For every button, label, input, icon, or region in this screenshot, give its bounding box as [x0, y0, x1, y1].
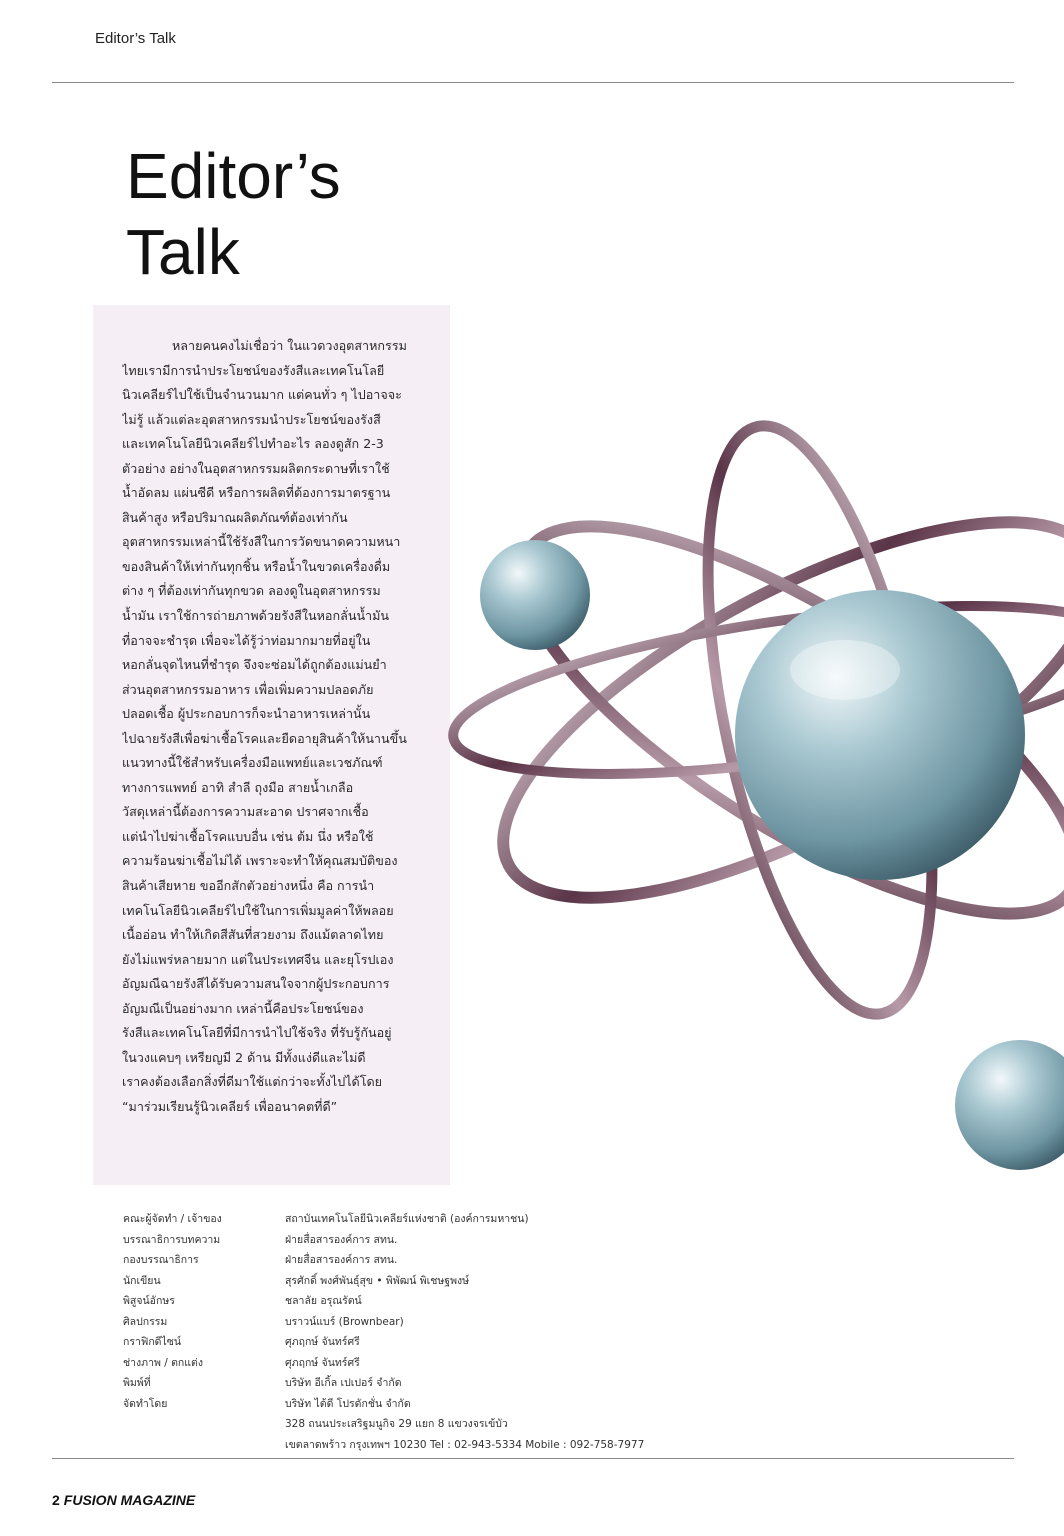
- bottom-divider: [52, 1458, 1014, 1459]
- page-number: 2: [52, 1492, 60, 1508]
- intro-line: “มาร่วมเรียนรู้นิวเคลียร์ เพื่ออนาคตที่ดี”: [122, 1098, 338, 1114]
- intro-line: ไปฉายรังสีเพื่อฆ่าเชื้อโรคและยืดอายุสินค้าให้นานขึ้น: [122, 730, 407, 746]
- intro-line: อุตสาหกรรมเหล่านี้ใช้รังสีในการวัดขนาดความหนา: [122, 534, 401, 550]
- electron-sphere-bottom: [955, 1040, 1064, 1170]
- title-line-1: Editor’s: [126, 140, 341, 212]
- intro-line: ไม่รู้ แล้วแต่ละอุตสาหกรรมนำประโยชน์ของรังสี: [122, 411, 381, 427]
- credit-role: นักเขียน: [123, 1274, 161, 1287]
- intro-line: นิวเคลียร์ไปใช้เป็นจำนวนมาก แต่คนทั่ว ๆ ไปอาจจะ: [122, 387, 402, 403]
- title-line-2: Talk: [126, 216, 240, 288]
- intro-line: หลายคนคงไม่เชื่อว่า ในแวดวงอุตสาหกรรม: [172, 338, 407, 353]
- intro-line: อัญมณีเป็นอย่างมาก เหล่านี้คือประโยชน์ของ: [122, 1000, 364, 1016]
- magazine-name: FUSION MAGAZINE: [63, 1492, 196, 1508]
- credit-role: ช่างภาพ / ตกแต่ง: [123, 1356, 203, 1369]
- credit-role: พิสูจน์อักษร: [123, 1295, 175, 1307]
- intro-line: สินค้าสูง หรือปริมาณผลิตภัณฑ์ต้องเท่ากัน: [122, 509, 348, 525]
- intro-line: ความร้อนฆ่าเชื้อไม่ได้ เพราะจะทำให้คุณสมบัติของ: [122, 853, 398, 869]
- intro-line: เราคงต้องเลือกสิ่งที่ดีมาใช้แต่กว่าจะทั้งไปได้โดย: [122, 1074, 383, 1090]
- credit-role: พิมพ์ที่: [123, 1377, 151, 1389]
- intro-line: น้ำมัน เราใช้การถ่ายภาพด้วยรังสีในหอกลั่นน้ำมัน: [122, 608, 390, 624]
- intro-line: รังสีและเทคโนโลยีที่มีการนำไปใช้จริง ที่รับรู้กันอยู่: [122, 1025, 392, 1041]
- credit-role: กองบรรณาธิการ: [123, 1254, 199, 1266]
- nucleus-sphere: [735, 590, 1025, 880]
- intro-line: ส่วนอุตสาหกรรมอาหาร เพื่อเพิ่มความปลอดภัย: [122, 681, 374, 697]
- credit-role: ศิลปกรรม: [123, 1315, 168, 1328]
- credit-value: บริษัท อีเกิ้ล เปเปอร์ จำกัด: [285, 1377, 402, 1389]
- intro-line: เนื้ออ่อน ทำให้เกิดสีสันที่สวยงาม ถึงแม้ตลาดไทย: [122, 927, 384, 943]
- intro-line: ตัวอย่าง อย่างในอุตสาหกรรมผลิตกระดาษที่เราใช้: [122, 460, 390, 476]
- intro-line: น้ำอัดลม แผ่นซีดี หรือการผลิตที่ต้องการมาตรฐาน: [122, 485, 391, 501]
- credit-value: สุรศักดิ์ พงศ์พันธุ์สุข • พิพัฒน์ พิเชษฐพงษ์: [285, 1274, 470, 1287]
- credit-value: ฝ่ายสื่อสารองค์การ สทน.: [285, 1254, 398, 1266]
- page-footer: [52, 1492, 195, 1508]
- credit-role: คณะผู้จัดทำ / เจ้าของ: [123, 1213, 222, 1225]
- intro-line: สินค้าเสียหาย ขออีกสักตัวอย่างหนึ่ง คือ การนำ: [122, 878, 375, 894]
- credit-role: กราฟิกดีไซน์: [123, 1336, 182, 1348]
- intro-line: ที่อาจจะชำรุด เพื่อจะได้รู้ว่าท่อมากมายที่อยู่ใน: [122, 632, 371, 648]
- credit-value: ฝ่ายสื่อสารองค์การ สทน.: [285, 1233, 398, 1246]
- intro-line: ของสินค้าให้เท่ากันทุกชิ้น หรือน้ำในขวดเครื่องดื่ม: [122, 558, 391, 574]
- intro-line: อัญมณีฉายรังสีได้รับความสนใจจากผู้ประกอบการ: [122, 976, 390, 992]
- credit-value: ศุภฤกษ์ จันทร์ศรี: [285, 1356, 360, 1369]
- credit-role: บรรณาธิการบทความ: [123, 1233, 221, 1246]
- credit-value: บราวน์แบร์ (Brownbear): [285, 1315, 404, 1328]
- credits-roles: [123, 1209, 283, 1414]
- intro-text: [122, 334, 444, 1120]
- intro-line: เทคโนโลยีนิวเคลียร์ไปใช้ในการเพิ่มมูลค่าให้พลอย: [122, 902, 394, 918]
- credit-value: ศุภฤกษ์ จันทร์ศรี: [285, 1336, 360, 1348]
- intro-line: แต่นำไปฆ่าเชื้อโรคแบบอื่น เช่น ต้ม นึ่ง หรือใช้: [122, 828, 374, 844]
- intro-line: ในวงแคบๆ เหรียญมี 2 ด้าน มีทั้งแง่ดีและไม่ดี: [122, 1049, 366, 1065]
- page-title: [126, 138, 466, 290]
- intro-line: ยังไม่แพร่หลายมาก แต่ในประเทศจีน และยุโรปเอง: [122, 951, 394, 967]
- credit-role: จัดทำโดย: [123, 1397, 168, 1410]
- credit-value: ชลาลัย อรุณรัตน์: [285, 1295, 362, 1307]
- intro-line: ทางการแพทย์ อาทิ สำลี ถุงมือ สายน้ำเกลือ: [122, 779, 354, 795]
- intro-line: ปลอดเชื้อ ผู้ประกอบการก็จะนำอาหารเหล่านั้น: [122, 706, 371, 722]
- credit-value: เขตลาดพร้าว กรุงเทพฯ 10230 Tel : 02-943-5334 Mobile : 092-758-7977: [285, 1438, 645, 1451]
- running-header: Editor’s Talk: [95, 30, 176, 47]
- intro-line: และเทคโนโลยีนิวเคลียร์ไปทำอะไร ลองดูสัก 2-3: [122, 436, 384, 452]
- credit-value: สถาบันเทคโนโลยีนิวเคลียร์แห่งชาติ (องค์การมหาชน): [285, 1213, 529, 1225]
- intro-line: แนวทางนี้ใช้สำหรับเครื่องมือแพทย์และเวชภัณฑ์: [122, 755, 383, 771]
- credit-value: บริษัท ไต้ดี โปรดักชั่น จำกัด: [285, 1397, 411, 1410]
- electron-sphere-left: [480, 540, 590, 650]
- top-divider: [52, 82, 1014, 83]
- credit-value: 328 ถนนประเสริฐมนูกิจ 29 แยก 8 แขวงจรเข้บัว: [285, 1418, 508, 1430]
- atom-illustration: [440, 290, 1064, 1230]
- intro-line: หอกลั่นจุดไหนที่ชำรุด จึงจะซ่อมได้ถูกต้องแม่นยำ: [122, 657, 387, 673]
- intro-line: วัสดุเหล่านี้ต้องการความสะอาด ปราศจากเชื้อ: [122, 804, 369, 820]
- intro-line: ต่าง ๆ ที่ต้องเท่ากันทุกขวด ลองดูในอุตสาหกรรม: [122, 583, 381, 599]
- intro-line: ไทยเรามีการนำประโยชน์ของรังสีและเทคโนโลยี: [122, 362, 385, 378]
- credits-values: [285, 1209, 985, 1455]
